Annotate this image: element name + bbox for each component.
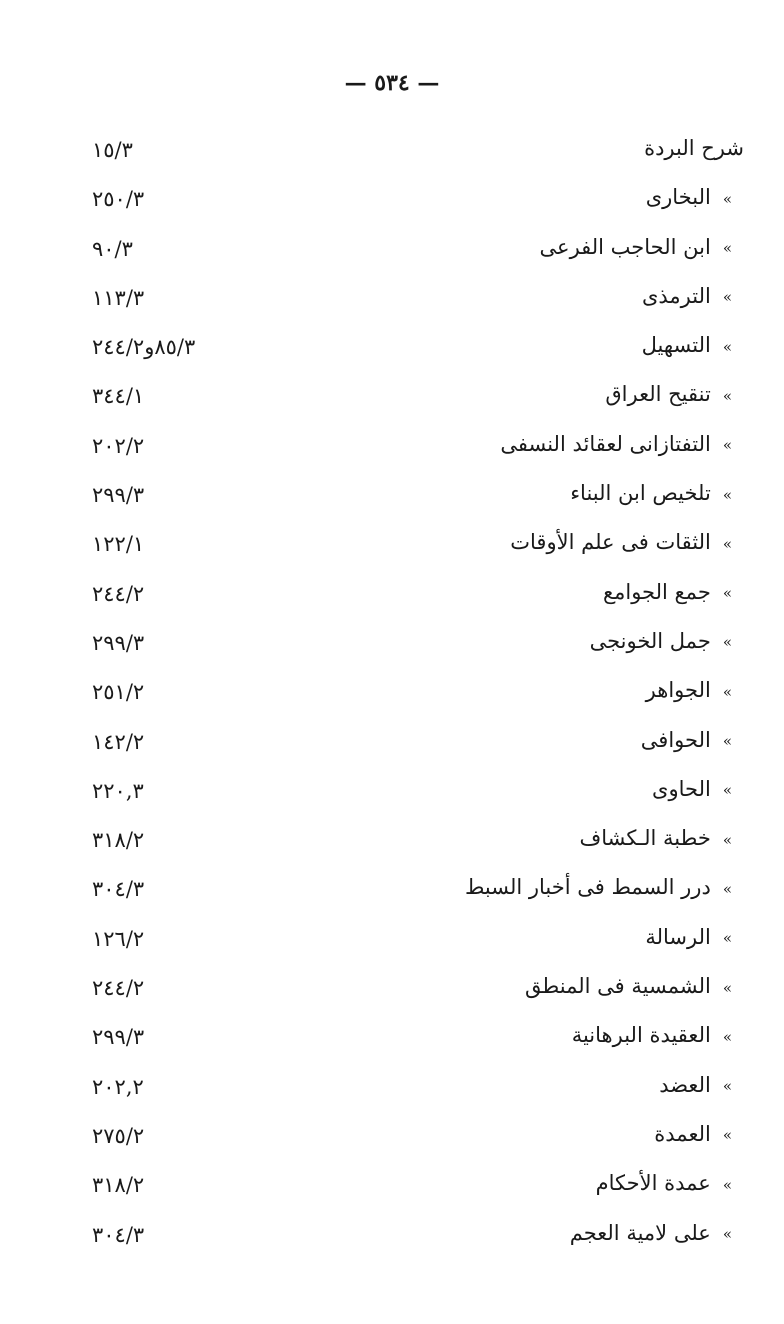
- entry-title-group: [641, 728, 732, 752]
- index-entry: [0, 917, 784, 966]
- entry-title-group: [510, 530, 732, 554]
- entry-reference: ٢٤٤/٢: [92, 976, 145, 1001]
- ditto-mark: »: [722, 978, 732, 997]
- index-entry: [0, 1213, 784, 1262]
- entry-reference: ٨٥/٣و٢٤٤/٢: [92, 335, 196, 360]
- ditto-mark: »: [722, 436, 732, 455]
- entry-title: على لامية العجم: [569, 1220, 711, 1245]
- index-entry: [0, 966, 784, 1015]
- index-entry: [0, 1114, 784, 1163]
- entry-title-group: [579, 826, 732, 850]
- entry-reference: ١٢٦/٢: [92, 926, 145, 951]
- ditto-mark: »: [722, 584, 732, 603]
- index-entry: [0, 867, 784, 916]
- entry-title-group: [605, 382, 732, 406]
- entry-reference: ٩٠/٣: [92, 236, 133, 261]
- entry-title-group: [644, 136, 744, 160]
- entry-title-group: [540, 235, 732, 259]
- entry-title: البخارى: [645, 185, 711, 210]
- entry-title-group: [659, 1073, 732, 1097]
- entry-title-group: [590, 629, 732, 653]
- index-entry: [0, 572, 784, 621]
- index-entry: [0, 276, 784, 325]
- entry-reference: ٢٠٢,٢: [92, 1074, 144, 1099]
- entry-title-group: [642, 333, 732, 357]
- ditto-mark: »: [722, 1126, 732, 1145]
- entry-title: ابن الحاجب الفرعى: [539, 234, 711, 259]
- entry-reference: ٢٥١/٢: [92, 680, 145, 705]
- entry-reference: ٢٥٠/٣: [92, 187, 145, 212]
- ditto-mark: »: [722, 386, 732, 405]
- entry-title: عمدة الأحكام: [595, 1171, 711, 1196]
- entry-title-group: [646, 185, 732, 209]
- entry-reference: ٢٠٢/٢: [92, 433, 145, 458]
- entry-title: خطبة الـكشاف: [579, 826, 711, 851]
- entry-title-group: [570, 481, 732, 505]
- index-entry: [0, 177, 784, 226]
- index-entry: [0, 374, 784, 423]
- entry-title: العمدة: [654, 1121, 711, 1146]
- index-entry: [0, 1015, 784, 1064]
- index-entry: [0, 128, 784, 177]
- entry-title-group: [646, 678, 732, 702]
- entry-title: الرسالة: [645, 924, 711, 949]
- entry-title: العضد: [659, 1072, 711, 1097]
- entry-reference: ١٥/٣: [92, 138, 133, 162]
- ditto-mark: »: [722, 732, 732, 751]
- ditto-mark: »: [722, 682, 732, 701]
- index-entry: [0, 1065, 784, 1114]
- ditto-mark: »: [722, 1027, 732, 1046]
- index-entries-list: [0, 128, 784, 1262]
- entry-reference: ٢٢٠,٣: [92, 778, 144, 803]
- ditto-mark: »: [722, 534, 732, 553]
- index-entry: [0, 522, 784, 571]
- entry-title-group: [596, 1171, 732, 1195]
- ditto-mark: »: [722, 781, 732, 800]
- entry-title: تنقيح العراق: [605, 382, 711, 407]
- entry-title: جمل الخونجى: [589, 628, 711, 653]
- ditto-mark: »: [722, 633, 732, 652]
- ditto-mark: »: [722, 189, 732, 208]
- index-entry: [0, 1163, 784, 1212]
- entry-title: الجواهر: [645, 678, 711, 703]
- entry-reference: ٢٩٩/٣: [92, 1025, 145, 1050]
- entry-title: الترمذى: [641, 283, 711, 308]
- entry-title-group: [645, 925, 732, 949]
- index-entry: [0, 227, 784, 276]
- ditto-mark: »: [722, 288, 732, 307]
- entry-title: الحوافى: [640, 727, 711, 752]
- ditto-mark: »: [722, 879, 732, 898]
- ditto-mark: »: [722, 1077, 732, 1096]
- entry-title-group: [642, 284, 732, 308]
- entry-reference: ١١٣/٣: [92, 285, 145, 310]
- entry-title: العقيدة البرهانية: [571, 1023, 711, 1048]
- entry-title-group: [572, 1023, 732, 1047]
- entry-reference: ٣١٨/٢: [92, 1173, 145, 1198]
- entry-title-group: [603, 580, 732, 604]
- entry-title: تلخيص ابن البناء: [570, 481, 711, 506]
- entry-title-group: [652, 777, 732, 801]
- entry-reference: ٢٧٥/٢: [92, 1123, 145, 1148]
- entry-reference: ٣٤٤/١: [92, 384, 145, 409]
- ditto-mark: »: [722, 337, 732, 356]
- index-entry: [0, 621, 784, 670]
- entry-title: التسهيل: [641, 333, 711, 358]
- index-entry: [0, 720, 784, 769]
- entry-title: جمع الجوامع: [602, 579, 711, 604]
- entry-title-group: [570, 1221, 732, 1245]
- index-entry: [0, 325, 784, 374]
- entry-title-group: [465, 875, 732, 899]
- entry-reference: ١٢٢/١: [92, 532, 145, 557]
- ditto-mark: »: [722, 929, 732, 948]
- ditto-mark: »: [722, 830, 732, 849]
- entry-reference: ١٤٢/٢: [92, 729, 145, 754]
- entry-reference: ٣٠٤/٣: [92, 877, 145, 902]
- entry-reference: ٢٤٤/٢: [92, 581, 145, 606]
- ditto-mark: »: [722, 1225, 732, 1244]
- entry-reference: ٢٩٩/٣: [92, 630, 145, 655]
- page-number: — ٥٣٤ —: [344, 70, 440, 96]
- entry-reference: ٣٠٤/٣: [92, 1222, 145, 1247]
- entry-title: درر السمط فى أخبار السبط: [464, 875, 711, 900]
- entry-title: الشمسية فى المنطق: [525, 974, 711, 999]
- ditto-mark: »: [722, 1175, 732, 1194]
- entry-title: التفتازانى لعقائد النسفى: [500, 431, 711, 456]
- index-entry: [0, 473, 784, 522]
- entry-title: شرح البردة: [644, 136, 744, 160]
- index-entry: [0, 670, 784, 719]
- index-entry: [0, 424, 784, 473]
- entry-title: الثقات فى علم الأوقات: [510, 530, 711, 555]
- index-entry: [0, 818, 784, 867]
- ditto-mark: »: [722, 485, 732, 504]
- entry-title-group: [500, 432, 732, 456]
- entry-title-group: [654, 1122, 732, 1146]
- entry-reference: ٣١٨/٢: [92, 828, 145, 853]
- index-entry: [0, 769, 784, 818]
- entry-title-group: [525, 974, 732, 998]
- entry-reference: ٢٩٩/٣: [92, 483, 145, 508]
- ditto-mark: »: [722, 239, 732, 258]
- entry-title: الحاوى: [652, 776, 711, 801]
